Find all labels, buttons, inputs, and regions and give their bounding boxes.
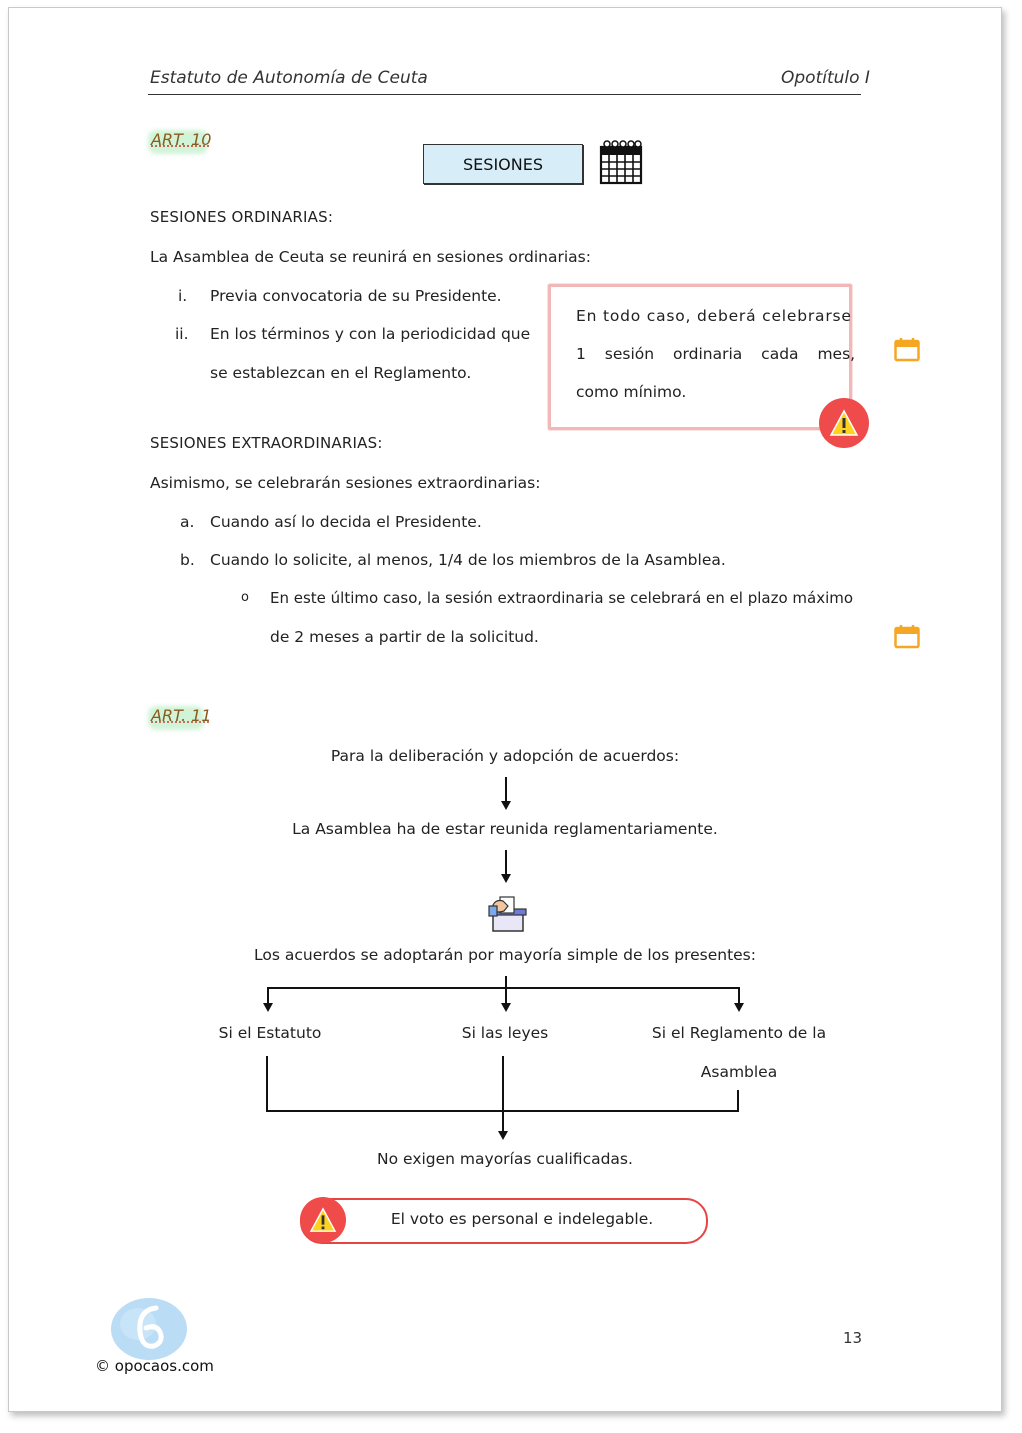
flow-connector: [505, 777, 507, 801]
calendar-icon: [894, 338, 920, 362]
list-marker: a.: [180, 513, 195, 531]
warning-icon: [300, 1197, 346, 1243]
list-marker: b.: [180, 551, 195, 569]
branch-statute: Si el Estatuto: [218, 1024, 322, 1042]
ballot-box-icon: [486, 893, 528, 935]
ordinarias-heading: SESIONES ORDINARIAS:: [150, 208, 334, 226]
branch-laws: Si las leyes: [461, 1024, 549, 1042]
warning-text: El voto es personal e indelegable.: [390, 1210, 654, 1228]
arrow-down: [501, 874, 511, 883]
list-item: Cuando así lo decida el Presidente.: [210, 513, 482, 531]
flow-result: No exigen mayorías cualificadas.: [377, 1150, 633, 1168]
art11-label: ART. 11: [151, 706, 212, 725]
branch-regulation-continued: Asamblea: [700, 1063, 778, 1081]
note-box: [548, 284, 856, 430]
page-number: 13: [843, 1329, 863, 1347]
section-title: SESIONES: [463, 154, 543, 174]
flow-step-assembly: La Asamblea ha de estar reunida reglamentariamente.: [292, 820, 718, 838]
branch-line: [267, 987, 739, 989]
extraordinarias-heading: SESIONES EXTRAORDINARIAS:: [150, 434, 383, 452]
note-line: En todo caso, deberá celebrarse: [576, 307, 852, 325]
calendar-icon: [894, 625, 920, 649]
arrow-down: [501, 1003, 511, 1012]
join-connector: [737, 1090, 739, 1111]
warning-icon: [819, 398, 869, 448]
sub-bullet-text: En este último caso, la sesión extraordinaria se celebrará en el plazo máximo: [270, 589, 854, 607]
ordinarias-intro: La Asamblea de Ceuta se reunirá en sesiones ordinarias:: [150, 248, 591, 266]
list-item-continued: se establezcan en el Reglamento.: [210, 364, 472, 382]
header-left: Estatuto de Autonomía de Ceuta: [150, 68, 428, 88]
arrow-down: [501, 801, 511, 810]
list-marker: i.: [178, 287, 188, 305]
arrow-down: [734, 1003, 744, 1012]
flow-step-majority: Los acuerdos se adoptarán por mayoría simple de los presentes:: [254, 946, 756, 964]
logo-icon: [108, 1296, 190, 1362]
arrow-down: [498, 1131, 508, 1140]
sub-bullet-marker: o: [241, 590, 249, 605]
list-item: En los términos y con la periodicidad que: [210, 325, 531, 343]
list-item: Previa convocatoria de su Presidente.: [210, 287, 502, 305]
section-title-box: [423, 144, 583, 184]
note-line: como mínimo.: [576, 383, 687, 401]
header-right: Opotítulo I: [781, 68, 870, 88]
join-connector: [502, 1056, 504, 1131]
brand-text: © opocaos.com: [95, 1357, 214, 1375]
list-marker: ii.: [175, 325, 189, 343]
flow-connector: [505, 850, 507, 874]
art10-label: ART. 10: [151, 130, 212, 149]
flow-step-deliberation: Para la deliberación y adopción de acuerdos:: [330, 747, 680, 765]
branch-connector: [738, 987, 740, 1003]
calendar-icon: [598, 138, 644, 186]
warning-callout: [300, 1198, 708, 1244]
note-line: 1 sesión ordinaria cada mes,: [576, 345, 856, 363]
join-connector: [266, 1056, 268, 1111]
branch-connector: [505, 976, 507, 1003]
extraordinarias-intro: Asimismo, se celebrarán sesiones extraordinarias:: [150, 474, 541, 492]
sub-bullet-text-continued: de 2 meses a partir de la solicitud.: [270, 628, 539, 646]
arrow-down: [263, 1003, 273, 1012]
branch-regulation: Si el Reglamento de la: [651, 1024, 827, 1042]
branch-connector: [267, 987, 269, 1003]
list-item: Cuando lo solicite, al menos, 1/4 de los miembros de la Asamblea.: [210, 551, 726, 569]
header-rule: [148, 94, 861, 95]
